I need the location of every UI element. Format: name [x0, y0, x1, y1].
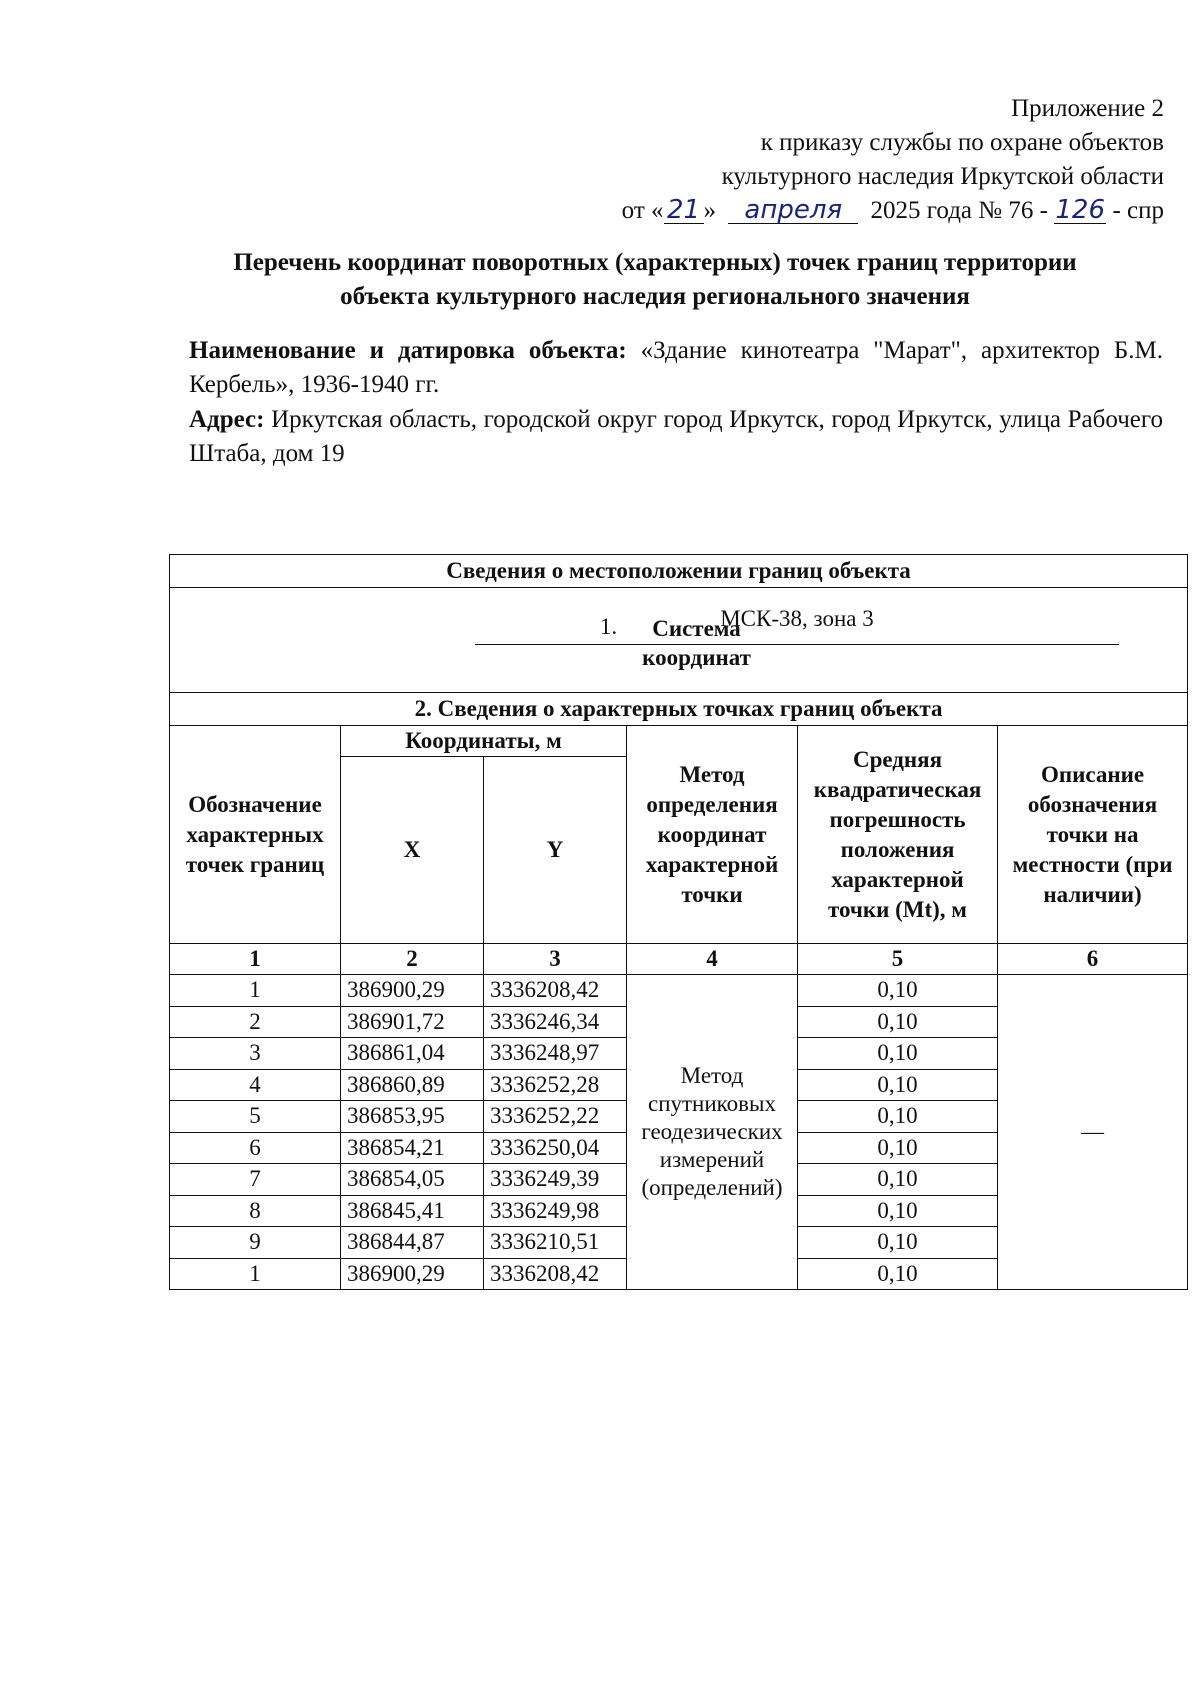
header-description: Описание обозначения точки на местности (при наличии) [998, 726, 1188, 944]
appendix-date-line [622, 194, 1164, 228]
x-cell: 386844,87 [341, 1227, 484, 1259]
object-address [189, 403, 1163, 471]
appendix-line-2: к приказу службы по охране объектов [760, 129, 1164, 156]
point-cell: 7 [170, 1164, 341, 1196]
description-cell: — [998, 975, 1188, 1290]
system-number: 1. [599, 614, 618, 639]
appendix-line-1: Приложение 2 [1011, 95, 1164, 122]
x-cell: 386900,29 [341, 1258, 484, 1290]
object-name-value: «Здание кинотеатра "Марат", архитектор Б.М. Кербель», 1936-1940 гг. [189, 337, 1163, 398]
accuracy-cell: 0,10 [798, 1132, 998, 1164]
accuracy-cell: 0,10 [798, 1164, 998, 1196]
object-name [189, 334, 1163, 402]
object-address-label: Адрес: [189, 406, 265, 433]
object-info [189, 334, 1163, 472]
x-cell: 386901,72 [341, 1006, 484, 1038]
accuracy-cell: 0,10 [798, 1258, 998, 1290]
appendix-header [622, 92, 1164, 228]
point-cell: 2 [170, 1006, 341, 1038]
title-line-1: Перечень координат поворотных (характерных) точек границ территории [233, 249, 1077, 276]
x-cell: 386853,95 [341, 1101, 484, 1133]
x-cell: 386854,21 [341, 1132, 484, 1164]
accuracy-cell: 0,10 [798, 1038, 998, 1070]
point-cell: 8 [170, 1195, 341, 1227]
y-cell: 3336210,51 [484, 1227, 627, 1259]
handwritten-order-number: 126 [1055, 195, 1105, 225]
point-cell: 3 [170, 1038, 341, 1070]
header-y: Y [484, 757, 627, 944]
object-address-value: Иркутская область, городской округ город Иркутск, город Иркутск, улица Рабочего Штаба, дом 19 [189, 406, 1164, 467]
point-cell: 9 [170, 1227, 341, 1259]
order-suffix: - спр [1112, 197, 1164, 224]
x-cell: 386845,41 [341, 1195, 484, 1227]
y-cell: 3336246,34 [484, 1006, 627, 1038]
system-value-wrap [475, 606, 1119, 645]
y-cell: 3336208,42 [484, 1258, 627, 1290]
accuracy-cell: 0,10 [798, 1101, 998, 1133]
col-number-6: 6 [998, 944, 1188, 975]
col-number-3: 3 [484, 944, 627, 975]
y-cell: 3336249,98 [484, 1195, 627, 1227]
y-cell: 3336252,22 [484, 1101, 627, 1133]
accuracy-cell: 0,10 [798, 1006, 998, 1038]
col-number-5: 5 [798, 944, 998, 975]
handwritten-day: 21 [664, 197, 704, 224]
col-number-1: 1 [170, 944, 341, 975]
y-cell: 3336250,04 [484, 1132, 627, 1164]
accuracy-cell: 0,10 [798, 1069, 998, 1101]
accuracy-cell: 0,10 [798, 975, 998, 1007]
system-value: МСК-38, зона 3 [475, 606, 1119, 645]
x-cell: 386860,89 [341, 1069, 484, 1101]
x-cell: 386861,04 [341, 1038, 484, 1070]
y-cell: 3336208,42 [484, 975, 627, 1007]
y-cell: 3336252,28 [484, 1069, 627, 1101]
x-cell: 386900,29 [341, 975, 484, 1007]
col-number-4: 4 [627, 944, 798, 975]
section1-title: Сведения о местоположении границ объекта [170, 555, 1188, 588]
header-coords: Координаты, м [341, 726, 627, 757]
accuracy-cell: 0,10 [798, 1195, 998, 1227]
system-label: Система координат [642, 616, 751, 670]
method-cell: Метод спутниковых геодезических измерений (определений) [627, 975, 798, 1290]
date-suffix: 2025 года № 76 - [870, 197, 1048, 224]
x-cell: 386854,05 [341, 1164, 484, 1196]
appendix-line-3: культурного наследия Иркутской области [721, 163, 1164, 190]
point-cell: 1 [170, 1258, 341, 1290]
point-cell: 5 [170, 1101, 341, 1133]
section2-title: 2. Сведения о характерных точках границ объекта [170, 693, 1188, 726]
object-name-label: Наименование и датировка объекта: [189, 337, 627, 364]
coordinate-system-cell [170, 588, 1188, 693]
header-accuracy: Средняя квадратическая погрешность положения характерной точки (Mt), м [798, 726, 998, 944]
y-cell: 3336248,97 [484, 1038, 627, 1070]
header-point: Обозначение характерных точек границ [170, 726, 341, 944]
boundary-table [169, 554, 1188, 1290]
date-mid: » [703, 197, 717, 224]
handwritten-month: апреля [728, 197, 858, 224]
date-prefix: от « [621, 197, 664, 224]
point-cell: 6 [170, 1132, 341, 1164]
point-cell: 4 [170, 1069, 341, 1101]
header-x: X [341, 757, 484, 944]
title-line-2: объекта культурного наследия регионального значения [340, 283, 970, 310]
table-row [170, 975, 1188, 1007]
point-cell: 1 [170, 975, 341, 1007]
document-title [150, 246, 1160, 314]
header-method: Метод определения координат характерной точки [627, 726, 798, 944]
col-number-2: 2 [341, 944, 484, 975]
y-cell: 3336249,39 [484, 1164, 627, 1196]
accuracy-cell: 0,10 [798, 1227, 998, 1259]
